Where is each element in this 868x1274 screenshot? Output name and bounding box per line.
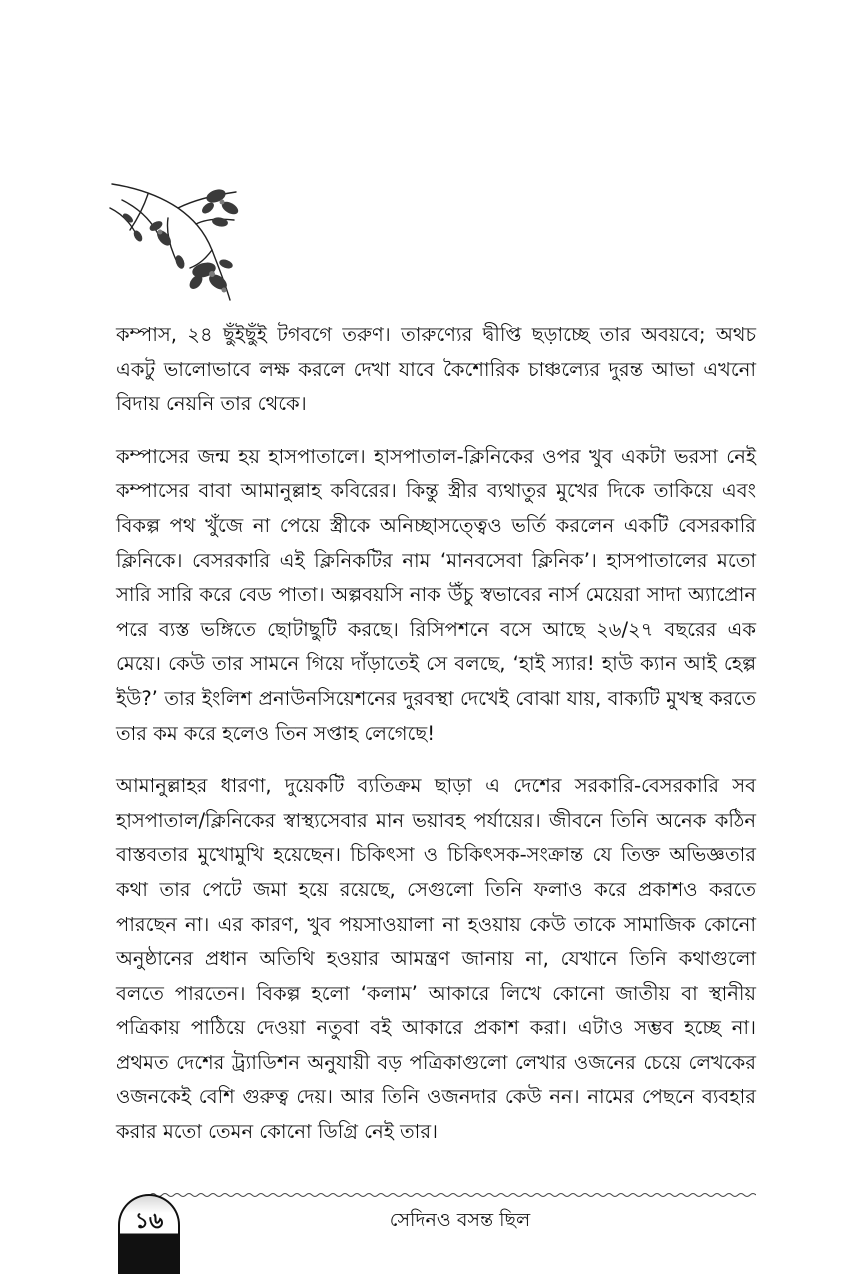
paragraph: আমানুল্লাহর ধারণা, দুয়েকটি ব্যতিক্রম ছাড়া এ দেশের সরকারি-বেসরকারি সব হাসপাতাল/ক্লিনিকের স্বাস্থ্যসেবার মান ভয়াবহ পর্যায়ের। জীবনে তিনি অনেক কঠিন বাস্তবতার মুখোমুখি হয়েছেন। চিকিৎসা ও চিকিৎসক-সংক্রান্ত যে তিক্ত অভিজ্ঞতার কথা তার পেটে জমা হয়ে রয়েছে, সেগুলো তিনি ফলাও করে প্রকাশও করতে পারছেন না। এর কারণ, খুব পয়সাওয়ালা না হওয়ায় কেউ তাকে সামাজিক কোনো অনুষ্ঠানের প্রধান অতিথি হওয়ার আমন্ত্রণ জানায় না, যেখানে তিনি কথাগুলো বলতে পারতেন। বিকল্প হলো ‘কলাম’ আকারে লিখে কোনো জাতীয় বা স্থানীয় পত্রিকায় পাঠিয়ে দেওয়া নতুবা বই আকারে প্রকাশ করা। এটাও সম্ভব হচ্ছে না। প্রথমত দেশের ট্র্যাডিশন অনুযায়ী বড় পত্রিকাগুলো লেখার ওজনের চেয়ে লেখকের ওজনকেই বেশি গুরুত্ব দেয়। আর তিনি ওজনদার কেউ নন। নামের পেছনে ব্যবহার করার মতো তেমন কোনো ডিগ্রি নেই তার। [116, 774, 756, 1144]
page-number: ১৬ [134, 1209, 164, 1234]
body-text [116, 318, 756, 1168]
running-title: সেদিনও বসন্ত ছিল [389, 1209, 531, 1231]
footer-wavy-rule [150, 1192, 756, 1198]
branch-ornament-icon [108, 178, 248, 306]
paragraph: কম্পাসের জন্ম হয় হাসপাতালে। হাসপাতাল-ক্লিনিকের ওপর খুব একটা ভরসা নেই কম্পাসের বাবা আমানুল্লাহ কবিরের। কিন্তু স্ত্রীর ব্যথাতুর মুখের দিকে তাকিয়ে এবং বিকল্প পথ খুঁজে না পেয়ে স্ত্রীকে অনিচ্ছাসত্ত্বেও ভর্তি করলেন একটি বেসরকারি ক্লিনিকে। বেসরকারি এই ক্লিনিকটির নাম ‘মানবসেবা ক্লিনিক’। হাসপাতালের মতো সারি সারি করে বেড পাতা। অল্পবয়সি নাক উঁচু স্বভাবের নার্স মেয়েরা সাদা অ্যাপ্রোন পরে ব্যস্ত ভঙ্গিতে ছোটাছুটি করছে। রিসিপশনে বসে আছে ২৬/২৭ বছরের এক মেয়ে। কেউ তার সামনে গিয়ে দাঁড়াতেই সে বলছে, ‘হাই স্যার! হাউ ক্যান আই হেল্প ইউ?’ তার ইংলিশ প্রনাউনসিয়েশনের দুরবস্থা দেখেই বোঝা যায়, বাক্যটি মুখস্থ করতে তার কম করে হলেও তিন সপ্তাহ লেগেছে! [116, 444, 756, 745]
paragraph: কম্পাস, ২৪ ছুঁইছুঁই টগবগে তরুণ। তারুণ্যের দ্বীপ্তি ছড়াচ্ছে তার অবয়বে; অথচ একটু ভালোভাবে লক্ষ করলে দেখা যাবে কৈশোরিক চাঞ্চল্যের দুরন্ত আভা এখনো বিদায় নেয়নি তার থেকে। [116, 323, 756, 416]
